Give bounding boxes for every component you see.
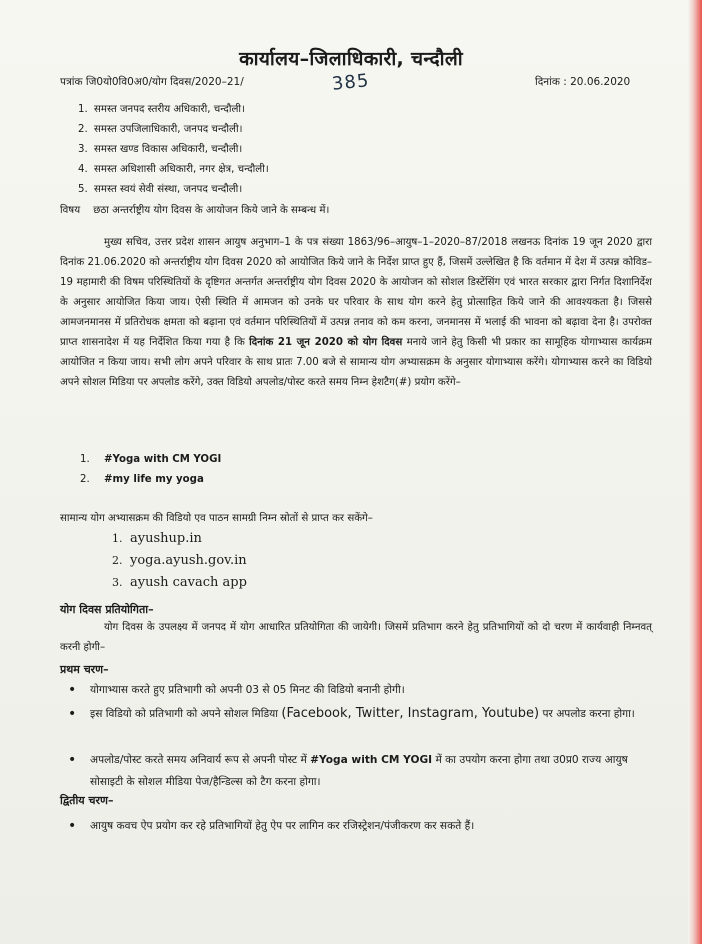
stage1-bullet: • योगाभ्यास करते हुए प्रतिभागी को अपनी 03 से 05 मिनट की विडियो बनानी होगी। xyxy=(68,679,658,701)
sources-list xyxy=(112,528,247,594)
competition-paragraph: योग दिवस के उपलक्ष्य में जनपद में योग आधारित प्रतियोगिता की जायेगी। जिसमें प्रतिभाग करने हेतु प्रतिभागियों को दो चरण में कार्यवाही निम्नवत् करनी होगी– xyxy=(60,622,652,653)
bullet-icon: • xyxy=(68,706,77,722)
bullet-icon: • xyxy=(68,818,77,834)
sources-intro: सामान्य योग अभ्यासक्रम की विडियो एव पाठन सामग्री निम्न स्रोतों से प्राप्त कर सकेंगे– xyxy=(60,513,373,524)
subject-text: छठा अन्तर्राष्ट्रीय योग दिवस के आयोजन किये जाने के सम्बन्ध में। xyxy=(93,205,330,216)
bullet-icon: • xyxy=(68,682,77,698)
addressee-item: 5. समस्त स्वयं सेवी संस्था, जनपद चन्दौली। xyxy=(78,184,243,195)
body-paragraph: मुख्य सचिव, उत्तर प्रदेश शासन आयुष अनुभाग–1 के पत्र संख्या 1863/96–आयुष–1–2020–87/2018 लखनऊ दिनांक 19 जून 2020 द्वारा दिनांक 21.06.2020 को अन्तर्राष्ट्रीय योग दिवस 2020 को आयोजित किये जाने के निर्देश प्राप्त हुए हैं, जिसमें उल्लेखित है कि वर्तमान में देश में उत्पन्न कोविड–19 महामारी की विषम परिस्थितियों के दृष्टिगत अन्तर्गत अन्तर्राष्ट्रीय योग दिवस 2020 के आयोजन को सोशल डिस्टेंसिंग एवं भारत सरकार द्वारा निर्गत दिशानिर्देश के अनुसार आयोजित किया जाय। ऐसी स्थिति में आमजन को उनके घर परिवार के साथ योग करने हेतु प्रोत्साहित किये जाने की आवश्यकता है। जिससे आमजनमानस में प्रतिरोधक क्षमता को बढ़ाना एवं वर्तमान परिस्थितियों में उत्पन्न तनाव को कम करना, जनमानस में भलाई की भावना को बढ़ावा देना है। उपरोक्त प्राप्त शासनादेश में यह निर्देशित किया गया है कि दिनांक 21 जून 2020 को योग दिवस मनाये जाने हेतु किसी भी प्रकार का सामूहिक योगाभ्यास कार्यक्रम आयोजित न किया जाय। सभी लोग अपने परिवार के साथ प्रातः 7.00 बजे से सामान्य योग अभ्यासक्रम के अनुसार योगाभ्यास करेंगे। योगाभ्यास करने का विडियो अपने सोशल मिडिया पर अपलोड करेंगे, उक्त विडियो अपलोड/पोस्ट करते समय निम्न हेशटैग(#) प्रयोग करेंगे– xyxy=(60,237,652,388)
office-title: कार्यालय–जिलाधिकारी, चन्दौली xyxy=(239,48,463,70)
hashtag-item: 1. #Yoga with CM YOGI xyxy=(80,454,222,465)
reference-number: पत्रांक जि0यो0वि0अ0/योग दिवस/2020–21/ xyxy=(60,76,244,88)
source-item: 2. yoga.ayush.gov.in xyxy=(112,553,247,568)
subject-label: विषय xyxy=(60,205,81,216)
stage1-bullet: • इस विडियो को प्रतिभागी को अपने सोशल मिडिया (Facebook, Twitter, Instagram, Youtube) पर अपलोड करना होगा। xyxy=(68,703,658,725)
subject-line xyxy=(60,202,329,216)
letter-date: दिनांक : 20.06.2020 xyxy=(535,76,631,88)
stage1-bullet: • अपलोड/पोस्ट करते समय अनिवार्य रूप से अपनी पोस्ट में #Yoga with CM YOGI में का उपयोग करना होगा तथा उ0प्र0 राज्य आयुष सोसाइटी के सोशल मीडिया पेज/हैन्डिल्स को टैग करना होगा। xyxy=(68,749,658,793)
page-edge-shadow xyxy=(688,0,702,944)
hashtag-item: 2. #my life my yoga xyxy=(80,474,204,485)
stage2-heading: द्वितीय चरण– xyxy=(60,794,114,807)
handwritten-dispatch-number: 385 xyxy=(331,70,371,95)
addressee-item: 1. समस्त जनपद स्तरीय अधिकारी, चन्दौली। xyxy=(78,104,245,115)
addressee-list xyxy=(78,100,269,200)
yoga-day-date-bold: दिनांक 21 जून 2020 को योग दिवस xyxy=(249,337,403,348)
competition-heading: योग दिवस प्रतियोगिता– xyxy=(60,603,154,616)
stage2-bullet: • आयुष कवच ऐप प्रयोग कर रहे प्रतिभागियों हेतु ऐप पर लागिन कर रजिस्ट्रेशन/पंजीकरण कर सकते हैं। xyxy=(68,815,658,837)
addressee-item: 4. समस्त अधिशासी अधिकारी, नगर क्षेत्र, चन्दौली। xyxy=(78,164,269,175)
bullet-icon: • xyxy=(68,752,77,768)
source-item: 1. ayushup.in xyxy=(112,531,202,546)
stage1-heading: प्रथम चरण– xyxy=(60,663,109,676)
source-item: 3. ayush cavach app xyxy=(112,575,247,590)
hashtag-list xyxy=(80,450,221,490)
addressee-item: 2. समस्त उपजिलाधिकारी, जनपद चन्दौली। xyxy=(78,124,243,135)
addressee-item: 3. समस्त खण्ड विकास अधिकारी, चन्दौली। xyxy=(78,144,243,155)
